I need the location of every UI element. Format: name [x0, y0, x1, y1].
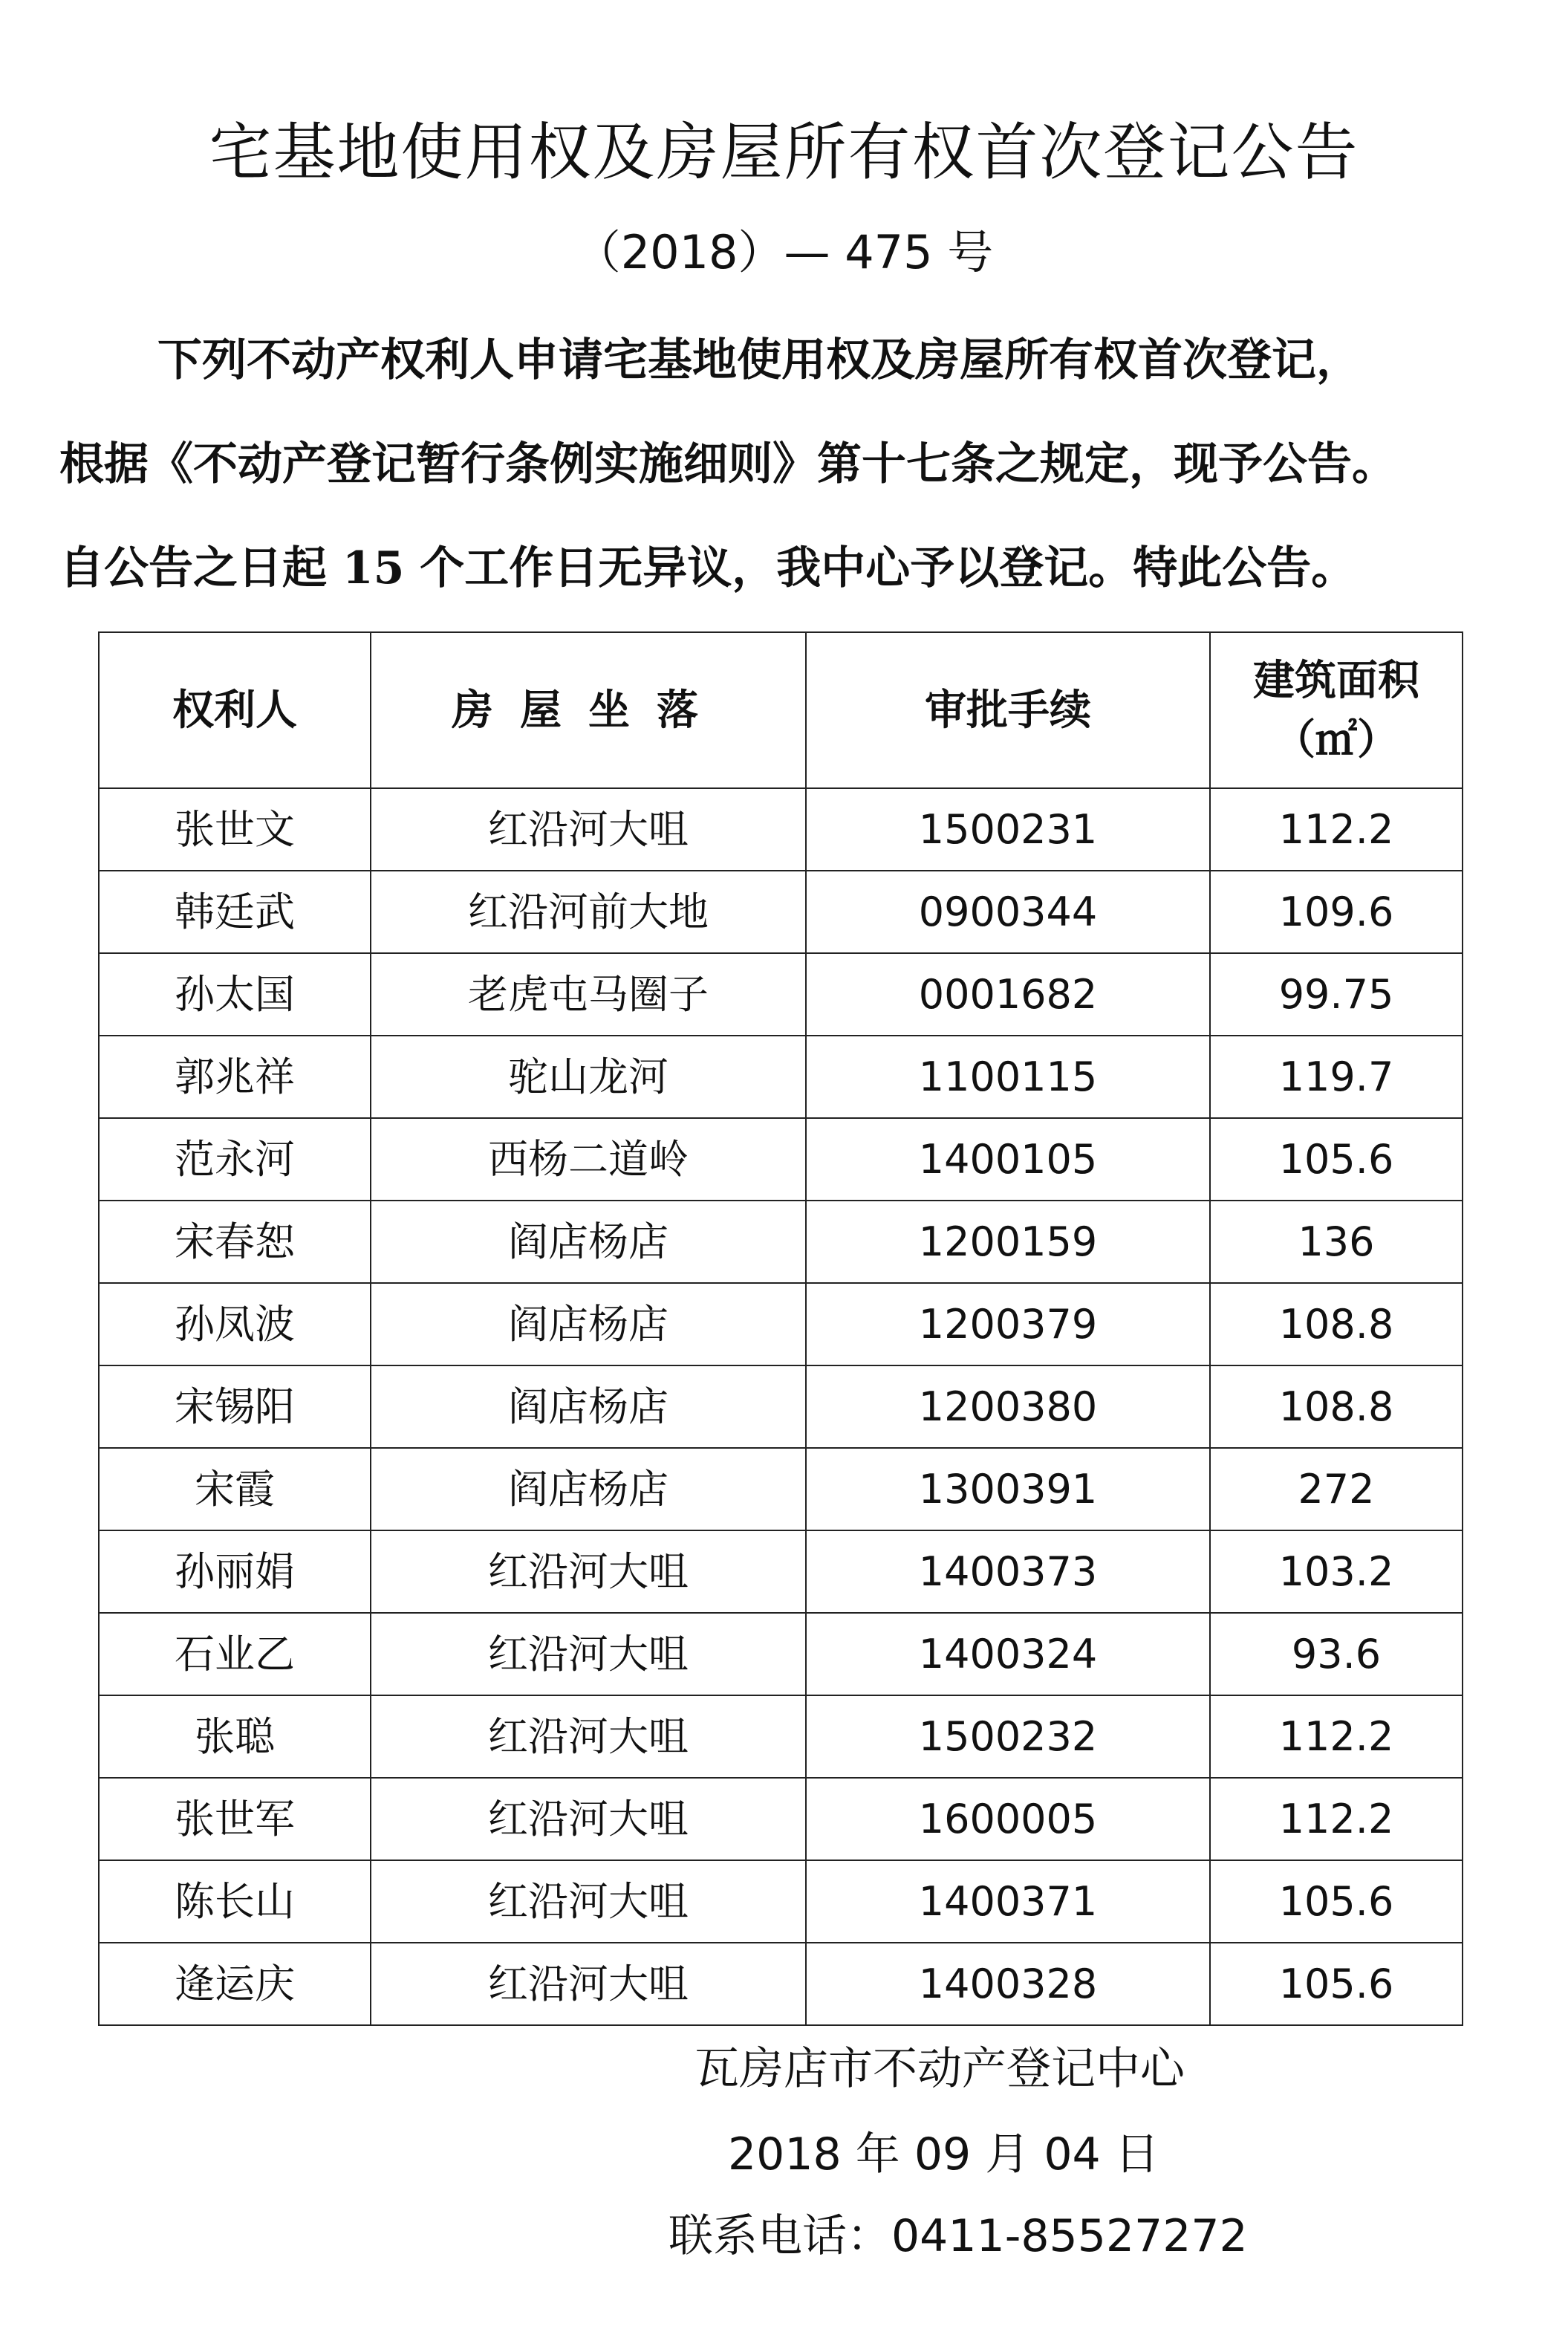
cell-holder: 石业乙 — [99, 1613, 371, 1695]
cell-holder: 宋锡阳 — [99, 1365, 371, 1448]
cell-area: 105.6 — [1210, 1118, 1463, 1201]
cell-area: 105.6 — [1210, 1860, 1463, 1943]
table-header-row — [99, 632, 1463, 788]
notice-paragraph-line-1: 下列不动产权利人申请宅基地使用权及房屋所有权首次登记， — [157, 334, 1361, 386]
cell-holder: 张聪 — [99, 1695, 371, 1778]
header-holder: 权利人 — [99, 632, 371, 788]
registration-table — [98, 631, 1463, 2026]
cell-approval: 1200380 — [806, 1365, 1210, 1448]
cell-location: 红沿河大咀 — [371, 1860, 806, 1943]
table-row — [99, 1201, 1463, 1283]
cell-area: 108.8 — [1210, 1365, 1463, 1448]
cell-holder: 范永河 — [99, 1118, 371, 1201]
cell-approval: 1500232 — [806, 1695, 1210, 1778]
cell-approval: 0001682 — [806, 953, 1210, 1036]
header-approval: 审批手续 — [806, 632, 1210, 788]
cell-location: 阎店杨店 — [371, 1283, 806, 1365]
cell-approval: 1400371 — [806, 1860, 1210, 1943]
header-area-unit: （㎡） — [1274, 715, 1399, 764]
cell-location: 红沿河大咀 — [371, 1943, 806, 2025]
cell-approval: 1200379 — [806, 1283, 1210, 1365]
cell-location: 红沿河大咀 — [371, 1530, 806, 1613]
issuer-name: 瓦房店市不动产登记中心 — [694, 2043, 1185, 2095]
cell-area: 136 — [1210, 1201, 1463, 1283]
cell-area: 112.2 — [1210, 788, 1463, 871]
table-row — [99, 1530, 1463, 1613]
cell-approval: 1300391 — [806, 1448, 1210, 1530]
cell-area: 109.6 — [1210, 871, 1463, 953]
header-area — [1210, 632, 1463, 788]
cell-approval: 1400105 — [806, 1118, 1210, 1201]
notice-number: （2018）— 475 号 — [574, 225, 994, 279]
cell-area: 272 — [1210, 1448, 1463, 1530]
cell-location: 红沿河大咀 — [371, 1613, 806, 1695]
table-row — [99, 1695, 1463, 1778]
cell-area: 112.2 — [1210, 1778, 1463, 1860]
cell-area: 105.6 — [1210, 1943, 1463, 2025]
cell-area: 103.2 — [1210, 1530, 1463, 1613]
header-location — [371, 632, 806, 788]
table-row — [99, 1365, 1463, 1448]
table-row — [99, 1448, 1463, 1530]
issue-date: 2018 年 09 月 04 日 — [728, 2128, 1159, 2180]
cell-area: 119.7 — [1210, 1036, 1463, 1118]
header-area-label: 建筑面积 — [1253, 656, 1419, 705]
header-location-label: 房屋坐落 — [452, 686, 725, 735]
cell-holder: 逄运庆 — [99, 1943, 371, 2025]
table-row — [99, 788, 1463, 871]
cell-holder: 韩廷武 — [99, 871, 371, 953]
notice-title: 宅基地使用权及房屋所有权首次登记公告 — [209, 116, 1359, 189]
cell-holder: 宋春恕 — [99, 1201, 371, 1283]
table-row — [99, 953, 1463, 1036]
cell-holder: 张世军 — [99, 1778, 371, 1860]
cell-area: 99.75 — [1210, 953, 1463, 1036]
table-row — [99, 1118, 1463, 1201]
cell-holder: 孙丽娟 — [99, 1530, 371, 1613]
cell-area: 108.8 — [1210, 1283, 1463, 1365]
cell-approval: 1400328 — [806, 1943, 1210, 2025]
table-row — [99, 1778, 1463, 1860]
cell-approval: 1200159 — [806, 1201, 1210, 1283]
table-row — [99, 871, 1463, 953]
contact-phone: 联系电话：0411-85527272 — [668, 2210, 1248, 2262]
table-row — [99, 1860, 1463, 1943]
cell-approval: 1600005 — [806, 1778, 1210, 1860]
cell-location: 老虎屯马圈子 — [371, 953, 806, 1036]
cell-location: 阎店杨店 — [371, 1365, 806, 1448]
cell-location: 阎店杨店 — [371, 1448, 806, 1530]
cell-location: 西杨二道岭 — [371, 1118, 806, 1201]
notice-paragraph-line-2: 根据《不动产登记暂行条例实施细则》第十七条之规定，现予公告。 — [59, 438, 1396, 490]
cell-area: 112.2 — [1210, 1695, 1463, 1778]
cell-approval: 0900344 — [806, 871, 1210, 953]
cell-approval: 1400373 — [806, 1530, 1210, 1613]
notice-paragraph-line-3: 自公告之日起 15 个工作日无异议，我中心予以登记。特此公告。 — [59, 542, 1356, 594]
table-row — [99, 1283, 1463, 1365]
cell-location: 红沿河大咀 — [371, 1695, 806, 1778]
cell-holder: 孙太国 — [99, 953, 371, 1036]
cell-approval: 1100115 — [806, 1036, 1210, 1118]
table-body — [99, 788, 1463, 2025]
cell-location: 红沿河大咀 — [371, 788, 806, 871]
cell-holder: 陈长山 — [99, 1860, 371, 1943]
cell-holder: 郭兆祥 — [99, 1036, 371, 1118]
cell-location: 驼山龙河 — [371, 1036, 806, 1118]
table-row — [99, 1613, 1463, 1695]
cell-holder: 张世文 — [99, 788, 371, 871]
cell-area: 93.6 — [1210, 1613, 1463, 1695]
table-row — [99, 1943, 1463, 2025]
cell-holder: 宋霞 — [99, 1448, 371, 1530]
cell-approval: 1500231 — [806, 788, 1210, 871]
cell-holder: 孙凤波 — [99, 1283, 371, 1365]
table-row — [99, 1036, 1463, 1118]
cell-location: 红沿河前大地 — [371, 871, 806, 953]
cell-location: 红沿河大咀 — [371, 1778, 806, 1860]
cell-location: 阎店杨店 — [371, 1201, 806, 1283]
cell-approval: 1400324 — [806, 1613, 1210, 1695]
